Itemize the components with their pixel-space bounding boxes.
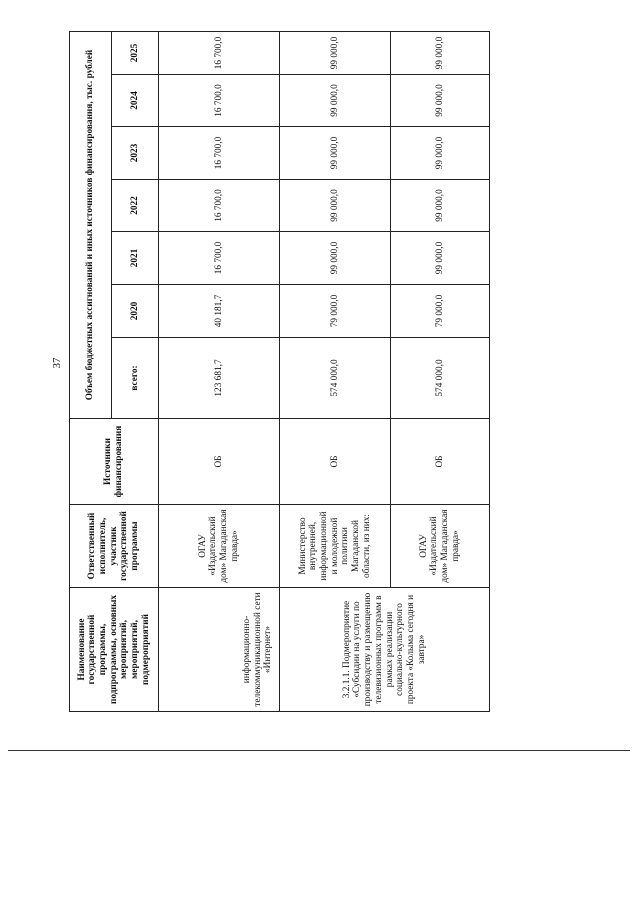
rotated-table-wrapper [69, 32, 489, 712]
header-year: 2024 [112, 75, 159, 127]
row-total: 574 000,0 [391, 338, 490, 419]
row-value: 99 000,0 [280, 75, 391, 127]
row-executor: ОГАУ «Издательский дом» Магаданская правда» [159, 505, 280, 588]
row-executor: ОГАУ «Издательский дом» Магаданская правда» [391, 505, 490, 588]
row-value: 99 000,0 [391, 127, 490, 180]
row-source: ОБ [280, 419, 391, 505]
row-value: 99 000,0 [280, 232, 391, 285]
page-number: 37 [51, 357, 63, 369]
row-total: 574 000,0 [280, 338, 391, 419]
row-source: ОБ [391, 419, 490, 505]
row-value: 99 000,0 [391, 180, 490, 232]
row-value: 99 000,0 [280, 31, 391, 74]
header-volume: Объем бюджетных ассигнований и иных источников финансирования, тыс. рублей [70, 31, 112, 418]
row-value: 99 000,0 [391, 31, 490, 74]
row-value: 16 700,0 [159, 232, 280, 285]
row-value: 16 700,0 [159, 31, 280, 74]
row-value: 79 000,0 [280, 285, 391, 338]
header-year: 2021 [112, 232, 159, 285]
header-year: 2023 [112, 127, 159, 180]
header-year: 2025 [112, 31, 159, 74]
header-year: 2022 [112, 180, 159, 232]
row-value: 40 181,7 [159, 285, 280, 338]
header-source: Источники финансирования [70, 419, 159, 505]
row-value: 79 000,0 [391, 285, 490, 338]
header-executor: Ответственный исполнитель, участник государственной программы [70, 505, 159, 588]
row-total: 123 681,7 [159, 338, 280, 419]
budget-table [69, 31, 490, 712]
row-executor: Министерство внутренней, информационной и молодежной политики Магаданской области, из них: [280, 505, 391, 588]
page-divider [8, 750, 630, 751]
row-source: ОБ [159, 419, 280, 505]
row-value: 99 000,0 [280, 180, 391, 232]
row-value: 99 000,0 [280, 127, 391, 180]
row-name: информационно-телекоммуникационной сети «Интернет» [159, 588, 280, 712]
table-row [159, 31, 280, 711]
header-year: 2020 [112, 285, 159, 338]
table-row [280, 31, 391, 711]
row-value: 16 700,0 [159, 75, 280, 127]
header-total: всего: [112, 338, 159, 419]
row-name: 3.2.1.1. Подмероприятие «Субсидии на услуги по производству и размещению телевизионных программ в рамках реализации социально-культурного проекта «Колыма сегодня и завтра» [280, 588, 490, 712]
row-value: 16 700,0 [159, 127, 280, 180]
row-value: 99 000,0 [391, 75, 490, 127]
header-name: Наименование государственной программы, подпрограммы, основных мероприятий, мероприятий, подмероприятий [70, 588, 159, 712]
row-value: 16 700,0 [159, 180, 280, 232]
row-value: 99 000,0 [391, 232, 490, 285]
